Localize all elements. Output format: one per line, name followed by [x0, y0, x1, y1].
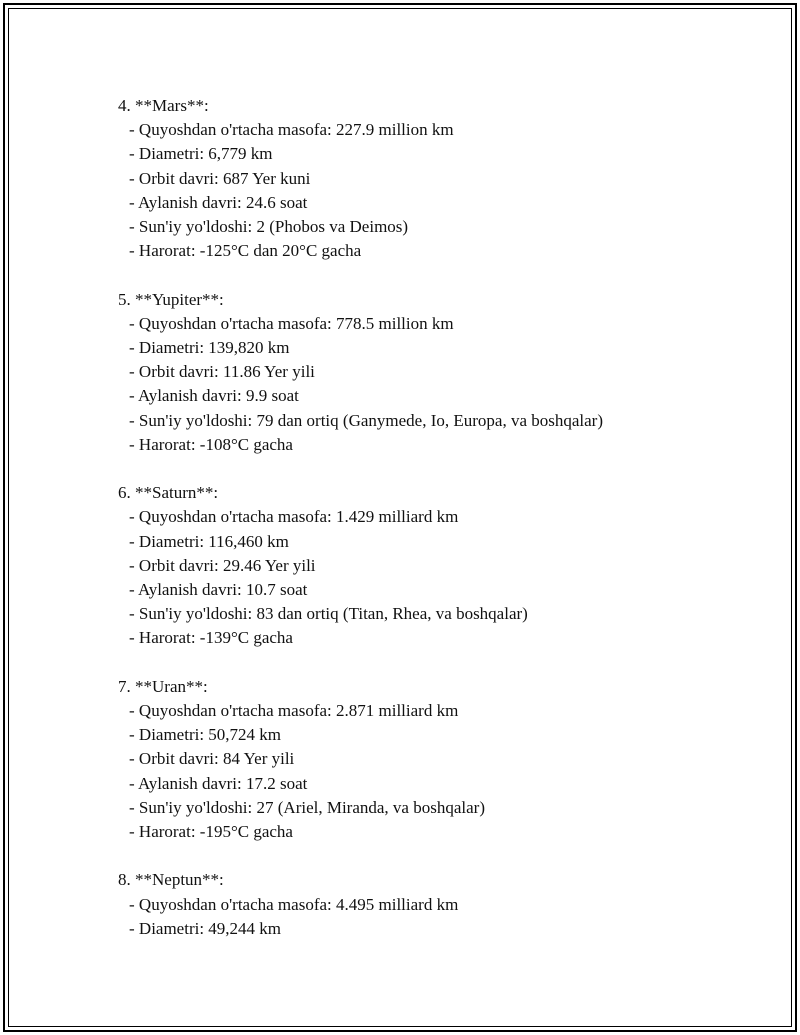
section-heading: 8. **Neptun**: [118, 870, 224, 890]
list-item: - Orbit davri: 84 Yer yili [129, 749, 295, 769]
list-item: - Sun'iy yo'ldoshi: 79 dan ortiq (Ganymede, Io, Europa, va boshqalar) [129, 410, 603, 430]
list-item: - Diametri: 116,460 km [129, 531, 289, 551]
list-item: - Orbit davri: 29.46 Yer yili [129, 555, 316, 575]
list-item: - Harorat: -195°C gacha [129, 822, 293, 842]
list-item: - Quyoshdan o'rtacha masofa: 4.495 milliard km [129, 894, 459, 914]
list-item: - Orbit davri: 687 Yer kuni [129, 168, 311, 188]
section-neptun [118, 868, 758, 941]
section-saturn [118, 481, 758, 650]
section-yupiter [118, 288, 758, 457]
list-item: - Diametri: 49,244 km [129, 918, 282, 938]
list-item: - Harorat: -139°C gacha [129, 628, 293, 648]
list-item: - Diametri: 50,724 km [129, 725, 282, 745]
list-item: - Aylanish davri: 24.6 soat [129, 192, 308, 212]
list-item: - Aylanish davri: 10.7 soat [129, 580, 308, 600]
section-uran [118, 675, 758, 844]
list-item: - Sun'iy yo'ldoshi: 27 (Ariel, Miranda, va boshqalar) [129, 797, 485, 817]
section-mars [118, 94, 758, 263]
section-heading: 7. **Uran**: [118, 676, 208, 696]
list-item: - Harorat: -125°C dan 20°C gacha [129, 241, 362, 261]
list-item: - Orbit davri: 11.86 Yer yili [129, 362, 315, 382]
section-heading: 5. **Yupiter**: [118, 289, 224, 309]
list-item: - Sun'iy yo'ldoshi: 83 dan ortiq (Titan, Rhea, va boshqalar) [129, 604, 528, 624]
list-item: - Diametri: 6,779 km [129, 144, 273, 164]
document-body [118, 94, 758, 965]
list-item: - Quyoshdan o'rtacha masofa: 227.9 million km [129, 120, 454, 140]
list-item: - Quyoshdan o'rtacha masofa: 2.871 milliard km [129, 701, 459, 721]
list-item: - Quyoshdan o'rtacha masofa: 1.429 milliard km [129, 507, 459, 527]
list-item: - Harorat: -108°C gacha [129, 434, 293, 454]
list-item: - Quyoshdan o'rtacha masofa: 778.5 million km [129, 313, 454, 333]
list-item: - Aylanish davri: 17.2 soat [129, 773, 308, 793]
list-item: - Aylanish davri: 9.9 soat [129, 386, 299, 406]
list-item: - Sun'iy yo'ldoshi: 2 (Phobos va Deimos) [129, 217, 409, 237]
section-heading: 6. **Saturn**: [118, 483, 219, 503]
section-heading: 4. **Mars**: [118, 96, 209, 115]
list-item: - Diametri: 139,820 km [129, 338, 290, 358]
